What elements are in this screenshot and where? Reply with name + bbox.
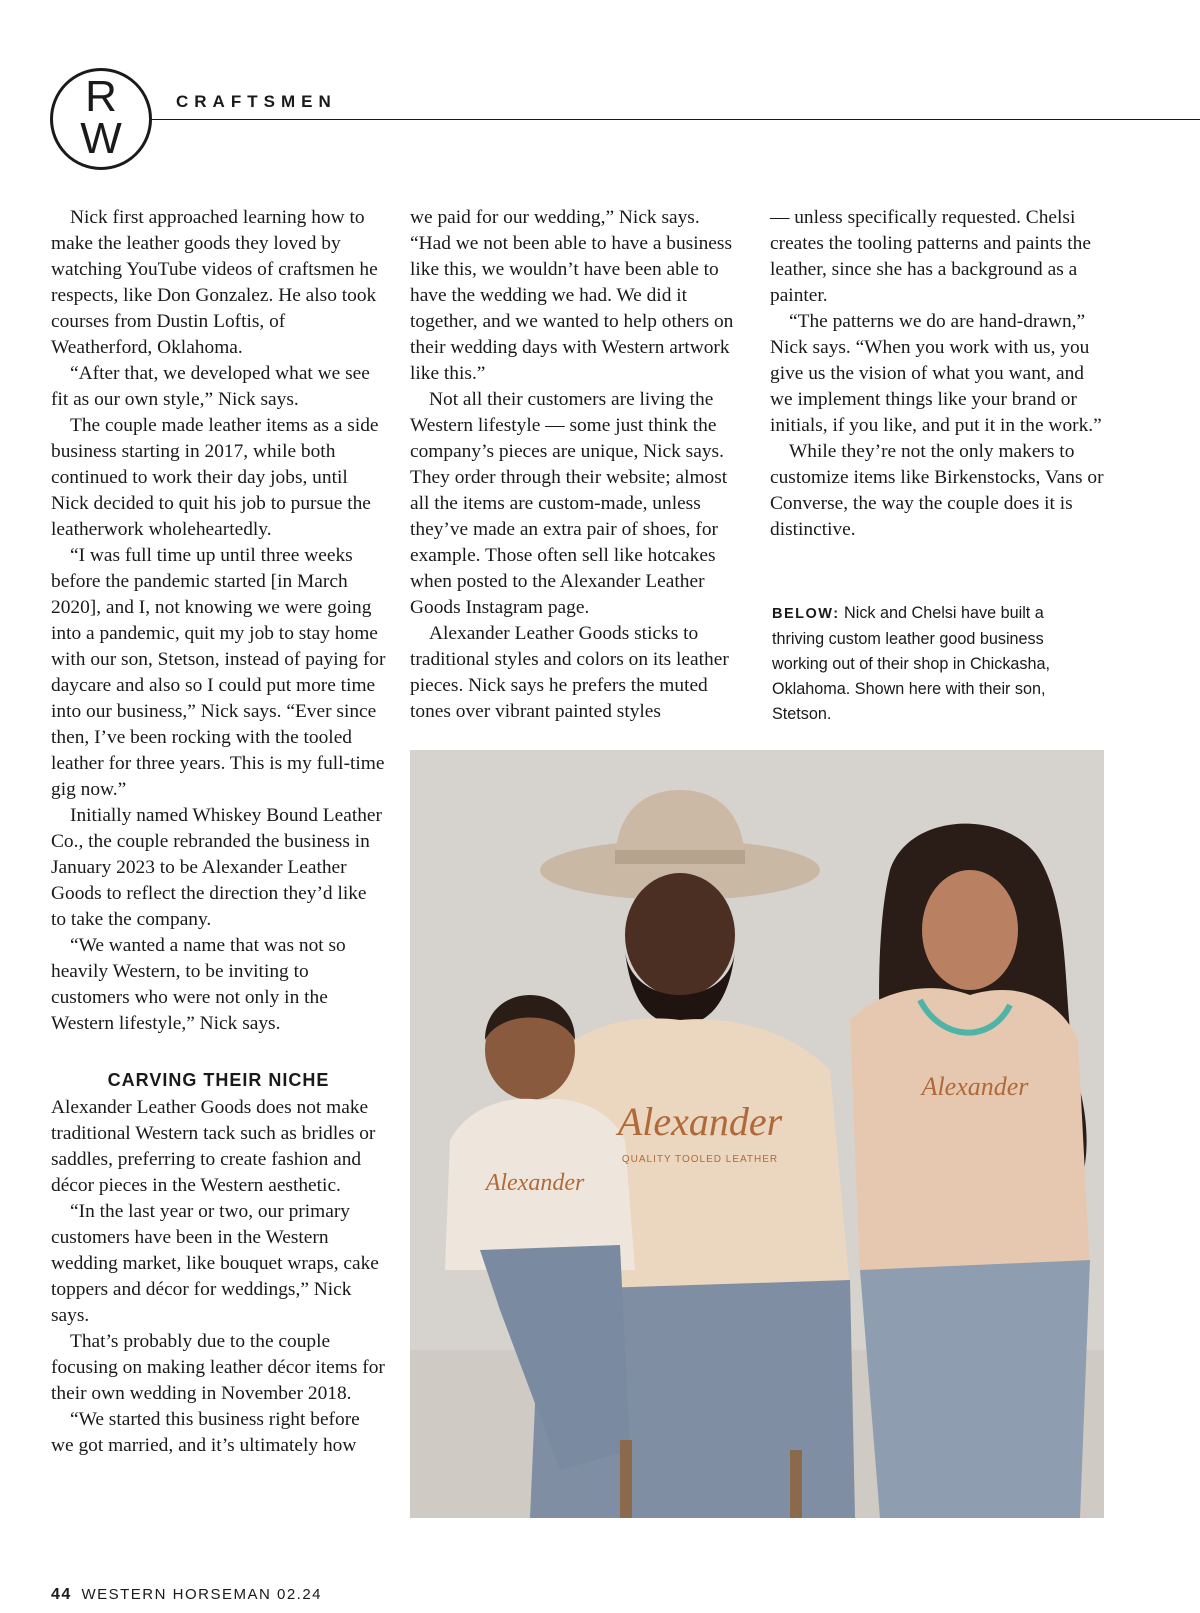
boy-shirt-lettering: Alexander: [485, 1170, 585, 1196]
paragraph: “We started this business right before we got married, and it’s ultimately how: [51, 1409, 360, 1456]
caption-text: Nick and Chelsi have built a thriving custom leather good business working out of their shop in Chickasha, Oklahoma. Shown here with their son, Stetson.: [772, 604, 1051, 723]
family-photo-illustration: [410, 750, 1104, 1518]
photo-caption: [772, 601, 1092, 727]
paragraph: “We wanted a name that was not so heavily Western, to be inviting to customers who were not only in the Western lifestyle,” Nick says.: [51, 935, 346, 1034]
paragraph: Nick first approached learning how to make the leather goods they loved by watching YouTube videos of craftsmen he respects, like Don Gonzalez. He also took courses from Dustin Loftis, of Weatherford, Oklahoma.: [51, 207, 378, 358]
paragraph: “In the last year or two, our primary customers have been in the Western wedding market, like bouquet wraps, cake toppers and décor for weddings,” Nick says.: [51, 1201, 379, 1326]
paragraph: Initially named Whiskey Bound Leather Co., the couple rebranded the business in January 2023 to be Alexander Leather Goods to reflect the direction they’d like to take the company.: [51, 805, 382, 930]
header-rule: [152, 119, 1200, 120]
section-label: CRAFTSMEN: [176, 92, 337, 111]
issue-date: 02.24: [276, 1586, 323, 1603]
shirt-sublettering: QUALITY TOOLED LEATHER: [621, 1154, 779, 1165]
shirt-lettering: Alexander: [617, 1099, 783, 1144]
paragraph: Alexander Leather Goods sticks to traditional styles and colors on its leather pieces. Nick says he prefers the muted tones over vibrant painted styles: [410, 623, 729, 722]
subheading: CARVING THEIR NICHE: [107, 1070, 330, 1090]
paragraph: “I was full time up until three weeks before the pandemic started [in March 2020], and I, not knowing we were going into a pandemic, quit my job to stay home with our son, Stetson, instead of paying for daycare and also so I could put more time into our business,” Nick says. “Ever since then, I’ve been rocking with the tooled leather for three years. This is my full-time gig now.”: [51, 545, 386, 800]
caption-lead: BELOW:: [772, 606, 840, 622]
paragraph: The couple made leather items as a side business starting in 2017, while both continued to work their day jobs, until Nick decided to quit his job to pursue the leatherwork wholeheartedly.: [51, 415, 379, 540]
paragraph: While they’re not the only makers to customize items like Birkenstocks, Vans or Converse, the way the couple does it is distinctive.: [770, 441, 1104, 540]
logo-letter-r: R: [85, 72, 117, 122]
paragraph: “After that, we developed what we see fit as our own style,” Nick says.: [51, 363, 370, 410]
rw-logo: [50, 68, 152, 170]
article-column-3: [770, 205, 1105, 543]
paragraph: Alexander Leather Goods does not make traditional Western tack such as bridles or saddles, preferring to create fashion and décor pieces in the Western aesthetic.: [51, 1097, 376, 1196]
page-number: 44: [51, 1586, 72, 1603]
logo-letter-w: W: [80, 114, 122, 163]
family-photo: [410, 750, 1104, 1518]
paragraph: That’s probably due to the couple focusing on making leather décor items for their own wedding in November 2018.: [51, 1331, 385, 1404]
woman-shirt-lettering: Alexander: [921, 1072, 1029, 1101]
paragraph: Not all their customers are living the Western lifestyle — some just think the company’s pieces are unique, Nick says. They order through their website; almost all the items are custom-made, unless they’ve made an extra pair of shoes, for example. Those often sell like hotcakes when posted to the Alexander Leather Goods Instagram page.: [410, 389, 728, 618]
paragraph: “The patterns we do are hand-drawn,” Nick says. “When you work with us, you give us the vision of what you want, and we implement things like your brand or initials, if you like, and put it in the work.”: [770, 311, 1102, 436]
paragraph: — unless specifically requested. Chelsi creates the tooling patterns and paints the leather, since she has a background as a painter.: [770, 207, 1091, 306]
article-column-1: [51, 205, 386, 1459]
page-footer: [51, 1586, 322, 1604]
publication-name: WESTERN HORSEMAN: [81, 1586, 272, 1603]
article-column-2: [410, 205, 745, 725]
paragraph: we paid for our wedding,” Nick says. “Had we not been able to have a business like this, we wouldn’t have been able to have the wedding we had. We did it together, and we wanted to help others on their wedding days with Western artwork like this.”: [410, 207, 734, 384]
